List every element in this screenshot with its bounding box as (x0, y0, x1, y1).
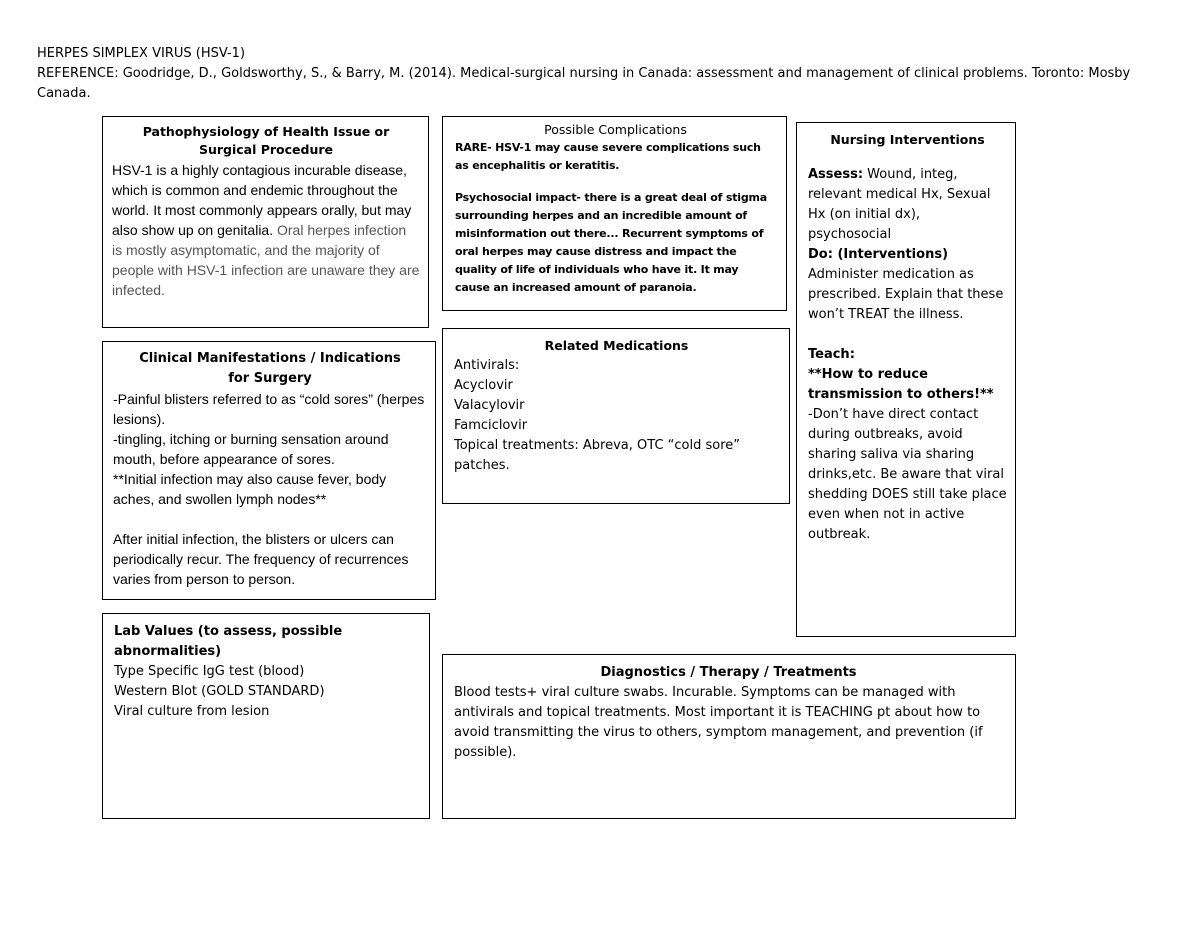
nursing-interventions-title: Nursing Interventions (830, 132, 985, 147)
clinical-manifestations-box (102, 341, 436, 600)
assess-label: Assess: (808, 167, 864, 182)
pathophysiology-text-gray: Oral herpes infection is mostly asymptomatic, and the majority of people with HSV-1 infection are unaware they are infected. (112, 222, 420, 298)
medication-item: Acyclovir (454, 378, 513, 393)
nursing-interventions-box (796, 122, 1016, 637)
document-title: HERPES SIMPLEX VIRUS (HSV-1) (37, 46, 246, 61)
related-medications-box (442, 328, 790, 504)
clinical-line-1: -Painful blisters referred to as “cold sores” (herpes lesions). (113, 391, 425, 427)
complications-para-2: Psychosocial impact- there is a great deal of stigma surrounding herpes and an incredible amount of misinformation out there... Recurrent symptoms of oral herpes may cause distress and impact the quality of life of individuals who have it. It may cause an increased amount of paranoia. (455, 191, 768, 294)
diagnostics-title: Diagnostics / Therapy / Treatments (600, 665, 857, 680)
diagnostics-text: Blood tests+ viral culture swabs. Incurable. Symptoms can be managed with antivirals and topical treatments. Most important it is TEACHING pt about how to avoid transmitting the virus to others, symptom management, and prevention (if possible). (454, 685, 983, 760)
clinical-manifestations-title: Clinical Manifestations / Indications for Surgery (139, 351, 401, 386)
assess-text: Wound, integ, relevant medical Hx, Sexual Hx (on initial dx), psychosocial (808, 167, 991, 242)
medication-item: Topical treatments: Abreva, OTC “cold sore” patches. (454, 438, 741, 473)
lab-values-box (102, 613, 430, 819)
pathophysiology-text (112, 160, 420, 300)
medication-list (454, 356, 779, 476)
pathophysiology-title: Pathophysiology of Health Issue or Surgical Procedure (142, 124, 390, 157)
teach-emphasis: **How to reduce transmission to others!** (808, 367, 994, 402)
lab-value-item: Western Blot (GOLD STANDARD) (114, 684, 325, 699)
do-text: Administer medication as prescribed. Explain that these won’t TREAT the illness. (808, 267, 1004, 322)
medication-item: Antivirals: (454, 358, 520, 373)
related-medications-title: Related Medications (544, 338, 689, 353)
complications-box (442, 116, 787, 311)
lab-value-item: Type Specific IgG test (blood) (114, 664, 305, 679)
teach-text: -Don’t have direct contact during outbreaks, avoid sharing saliva via sharing drinks,etc. Be aware that viral shedding DOES still take place even when not in active outbreak. (808, 407, 1007, 542)
teach-label: Teach: (808, 347, 855, 362)
nursing-assess (808, 165, 1007, 245)
lab-values-list (114, 662, 421, 722)
lab-values-title: Lab Values (to assess, possible abnormalities) (114, 624, 343, 659)
pathophysiology-box (102, 116, 429, 328)
medication-item: Valacylovir (454, 398, 525, 413)
diagnostics-box (442, 654, 1016, 819)
clinical-line-2: -tingling, itching or burning sensation around mouth, before appearance of sores. (113, 431, 389, 467)
document-header (37, 44, 1157, 104)
clinical-line-4: After initial infection, the blisters or ulcers can periodically recur. The frequency of recurrences varies from person to person. (113, 531, 409, 587)
pathophysiology-text-main: HSV-1 is a highly contagious incurable disease, which is common and endemic throughout the world. It most commonly appears orally, but may also show up on genitalia. (112, 162, 412, 238)
complications-para-1: RARE- HSV-1 may cause severe complications such as encephalitis or keratitis. (455, 141, 761, 172)
reference-citation: REFERENCE: Goodridge, D., Goldsworthy, S., & Barry, M. (2014). Medical-surgical nursing in Canada: assessment and management of clinical problems. Toronto: Mosby Canada. (37, 66, 1131, 101)
lab-value-item: Viral culture from lesion (114, 704, 270, 719)
complications-title: Possible Complications (544, 122, 687, 137)
do-label: Do: (Interventions) (808, 247, 949, 262)
clinical-line-3: **Initial infection may also cause fever, body aches, and swollen lymph nodes** (113, 471, 387, 507)
medication-item: Famciclovir (454, 418, 528, 433)
